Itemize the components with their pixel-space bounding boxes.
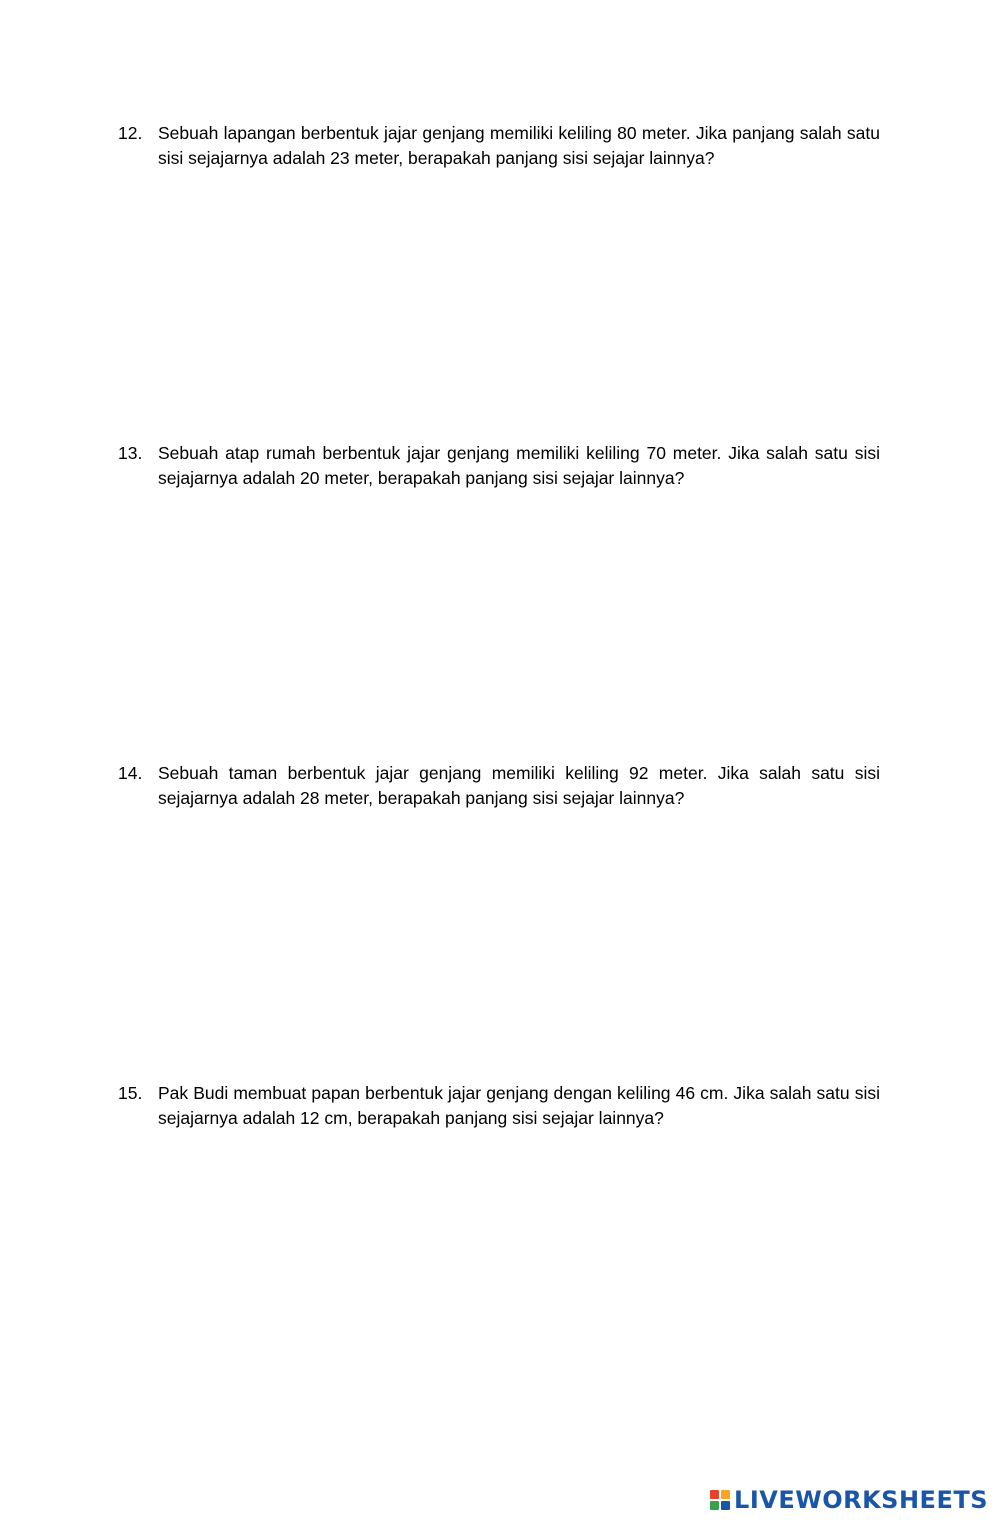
logo-square-red — [710, 1490, 719, 1499]
question-15 — [118, 1081, 880, 1131]
question-number: 14. — [118, 763, 143, 783]
question-number: 13. — [118, 443, 143, 463]
question-text: Sebuah atap rumah berbentuk jajar genjang memiliki keliling 70 meter. Jika salah satu sisi sejajarnya adalah 20 meter, berapakah panjang sisi sejajar lainnya? — [158, 443, 880, 488]
liveworksheets-logo — [710, 1486, 988, 1514]
logo-square-blue — [721, 1501, 730, 1510]
question-number: 12. — [118, 123, 143, 143]
question-12 — [118, 121, 880, 171]
question-text: Sebuah lapangan berbentuk jajar genjang memiliki keliling 80 meter. Jika panjang salah satu sisi sejajarnya adalah 23 meter, berapakah panjang sisi sejajar lainnya? — [158, 123, 880, 168]
question-13 — [118, 441, 880, 491]
logo-square-orange — [721, 1490, 730, 1499]
question-number: 15. — [118, 1083, 143, 1103]
logo-square-green — [710, 1501, 719, 1510]
question-text: Sebuah taman berbentuk jajar genjang memiliki keliling 92 meter. Jika salah satu sisi sejajarnya adalah 28 meter, berapakah panjang sisi sejajar lainnya? — [158, 763, 880, 808]
logo-mark-icon — [710, 1490, 730, 1510]
question-14 — [118, 761, 880, 811]
logo-text: LIVEWORKSHEETS — [734, 1486, 988, 1514]
question-text: Pak Budi membuat papan berbentuk jajar genjang dengan keliling 46 cm. Jika salah satu sisi sejajarnya adalah 12 cm, berapakah panjang sisi sejajar lainnya? — [158, 1083, 880, 1128]
